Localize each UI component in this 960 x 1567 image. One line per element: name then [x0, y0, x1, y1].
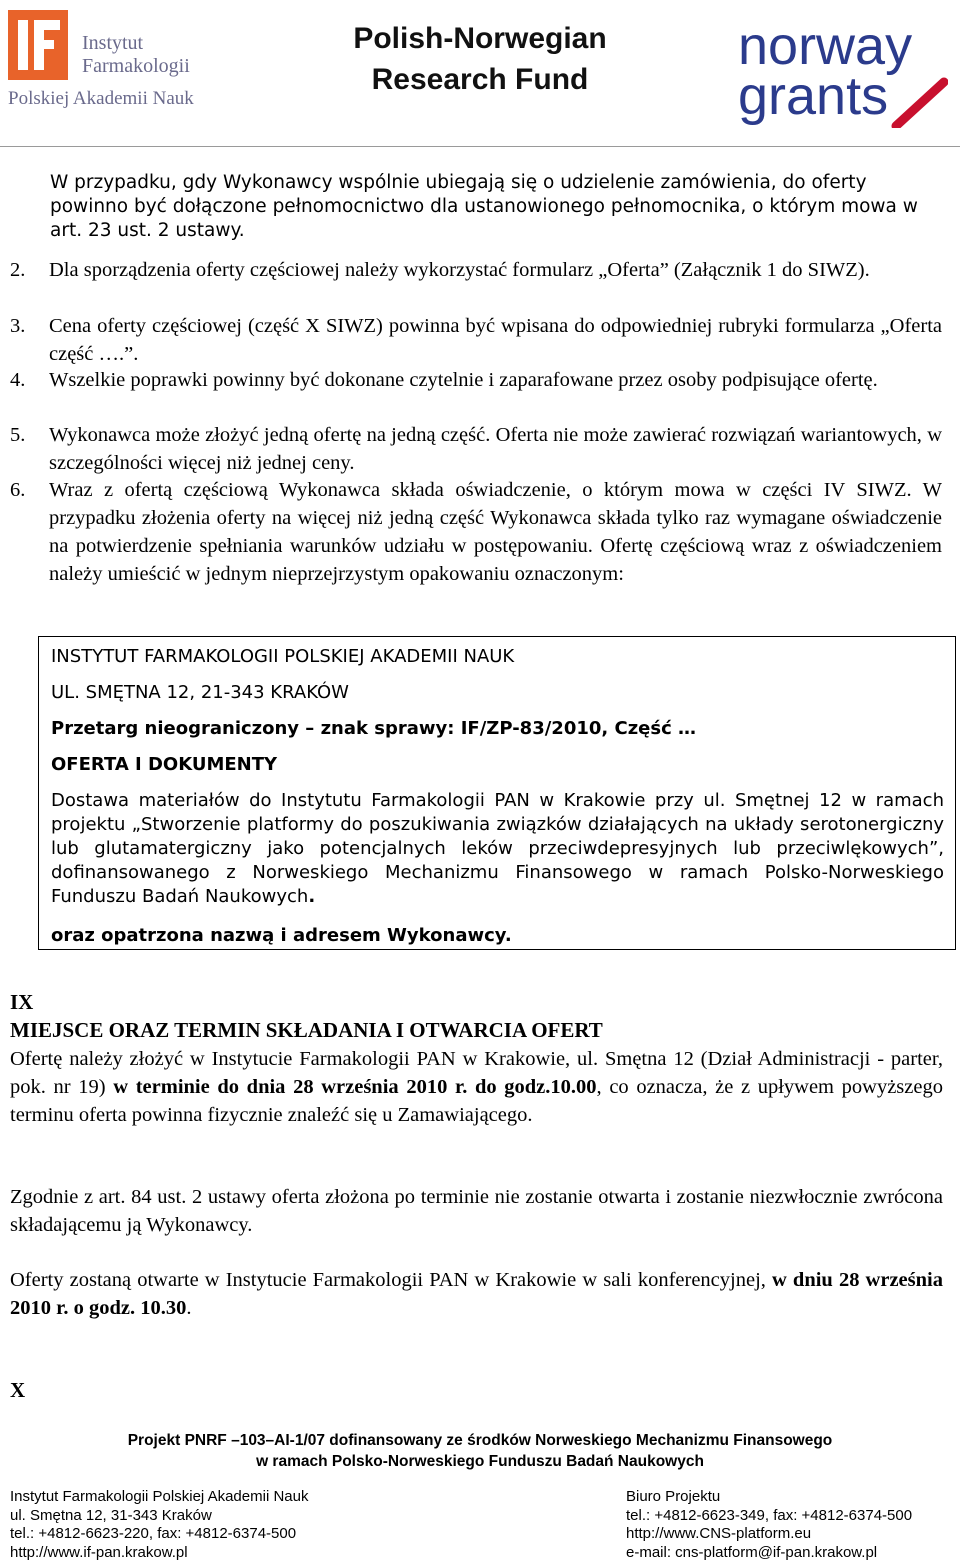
par3-opening-date: w dniu 28 września 2010 r. o godz. 10.30 — [10, 1269, 943, 1319]
page-header — [0, 0, 960, 147]
norway-grants-logo-icon — [738, 18, 948, 128]
list-item — [10, 366, 942, 394]
par1-text-a: Ofertę należy złożyć w Instytucie Farmakologii PAN w Krakowie, ul. Smętna 12 (Dział Administracji - parter, pok. nr 19) — [10, 1048, 943, 1098]
norway-logo-text-1: norway — [738, 18, 913, 76]
section-ix-paragraph-1 — [10, 1045, 943, 1129]
footer-left-line: tel.: +4812-6623-220, fax: +4812-6374-500 — [10, 1525, 297, 1542]
section-ix-title: MIEJSCE ORAZ TERMIN SKŁADANIA I OTWARCIA OFERT — [10, 1018, 603, 1042]
envelope-address: UL. SMĘTNA 12, 21-343 KRAKÓW — [51, 682, 349, 703]
par1-deadline: w terminie do dnia 28 września 2010 r. do godz.10.00 — [113, 1076, 597, 1098]
envelope-description — [51, 789, 944, 909]
intro-paragraph — [50, 171, 938, 243]
section-ix-paragraph-2 — [10, 1183, 943, 1239]
envelope-label-box — [38, 636, 956, 950]
institute-name — [82, 32, 190, 78]
section-x-number: X — [10, 1378, 26, 1402]
institute-subtitle: Polskiej Akademii Nauk — [8, 88, 194, 109]
list-text: Wszelkie poprawki powinny być dokonane czytelnie i zaparafowane przez osoby podpisujące ofertę. — [49, 369, 878, 391]
section-ix-paragraph-3 — [10, 1266, 943, 1322]
par3-text-a: Oferty zostaną otwarte w Instytucie Farmakologii PAN w Krakowie w sali konferencyjnej, — [10, 1269, 773, 1291]
list-number: 4. — [10, 369, 26, 391]
list-text: Dla sporządzenia oferty częściowej należy wykorzystać formularz „Oferta” (Załącznik 1 do SIWZ). — [49, 259, 870, 281]
list-item — [10, 312, 942, 368]
fund-title-line2: Research Fund — [371, 63, 589, 96]
par3-text-b: . — [186, 1297, 192, 1319]
footer-project-line1: Projekt PNRF –103–AI-1/07 dofinansowany ze środków Norweskiego Mechanizmu Finansowego — [127, 1432, 833, 1449]
par2-text: Zgodnie z art. 84 ust. 2 ustawy oferta złożona po terminie nie zostanie otwarta i zostanie niezwłocznie zwrócona składającemu ją Wykonawcy. — [10, 1186, 943, 1236]
norway-logo-text-2: grants — [738, 66, 889, 126]
list-number: 6. — [10, 479, 26, 501]
fund-title-line1: Polish-Norwegian — [353, 22, 607, 55]
footer-email-link[interactable]: e-mail: cns-platform@if-pan.krakow.pl — [626, 1543, 878, 1561]
list-text: Cena oferty częściowej (część X SIWZ) powinna być wpisana do odpowiedniej rubryki formularza „Oferta część ….”. — [49, 315, 942, 365]
footer-project-line2: w ramach Polsko-Norweskiego Funduszu Badań Naukowych — [256, 1453, 704, 1470]
footer-right-line: Biuro Projektu — [626, 1488, 721, 1505]
list-number: 2. — [10, 259, 26, 281]
intro-text: W przypadku, gdy Wykonawcy wspólnie ubiegają się o udzielenie zamówienia, do oferty powinno być dołączone pełnomocnictwo dla ustanowionego pełnomocnika, o którym mowa w art. 23 ust. 2 ustawy. — [50, 172, 918, 241]
list-item — [10, 476, 942, 588]
footer-institute-contact — [10, 1488, 308, 1562]
envelope-description-text: Dostawa materiałów do Instytutu Farmakologii PAN w Krakowie przy ul. Smętnej 12 w ramach projektu „Stworzenie platformy do poszukiwania związków działających na układy serotonergiczny lub glutamatergiczny jako potencjalnych leków przeciwdepresyjnych lub przeciwlękowych”, dofinansowanego z Norweskiego Mechanizmu Finansowego w ramach Polsko-Norweskiego Funduszu Badań Naukowych — [51, 790, 944, 907]
list-number: 5. — [10, 424, 26, 446]
envelope-description-end: . — [308, 886, 316, 907]
section-ix-number: IX — [10, 990, 34, 1014]
footer-left-line: ul. Smętna 12, 31-343 Kraków — [10, 1506, 212, 1524]
par1-text-b: , co oznacza, że z upływem powyższego terminu oferta powinna fizycznie znaleźć się u Zamawiającego. — [10, 1076, 943, 1126]
footer-left-line: Instytut Farmakologii Polskiej Akademii Nauk — [10, 1488, 309, 1505]
envelope-tender-ref: Przetarg nieograniczony – znak sprawy: IF/ZP-83/2010, Część … — [51, 718, 697, 739]
institute-name-line1: Instytut — [82, 32, 144, 54]
footer-project-link[interactable]: http://www.CNS-platform.eu — [626, 1525, 812, 1542]
footer-right-line: tel.: +4812-6623-349, fax: +4812-6374-500 — [626, 1506, 913, 1524]
envelope-institute: INSTYTUT FARMAKOLOGII POLSKIEJ AKADEMII NAUK — [51, 646, 515, 667]
envelope-closing: oraz opatrzona nazwą i adresem Wykonawcy. — [51, 925, 512, 946]
list-number: 3. — [10, 315, 26, 337]
list-item — [10, 256, 942, 284]
fund-title — [330, 18, 630, 100]
list-item — [10, 421, 942, 477]
envelope-offer-heading: OFERTA I DOKUMENTY — [51, 754, 278, 775]
list-text: Wykonawca może złożyć jedną ofertę na jedną część. Oferta nie może zawierać rozwiązań wariantowych, w szczególności więcej niż jednej ceny. — [49, 424, 942, 474]
institute-logo-icon — [8, 10, 68, 80]
institute-name-line2: Farmakologii — [82, 55, 190, 77]
list-text: Wraz z ofertą częściową Wykonawca składa oświadczenie, o którym mowa w części IV SIWZ. W przypadku złożenia oferty na więcej niż jedną część Wykonawca składa tylko raz wymagane oświadczenie na potwierdzenie spełniania warunków udziału w postępowaniu. Ofertę częściową wraz z oświadczeniem należy umieścić w jednym nieprzejrzystym opakowaniu oznaczonym: — [49, 479, 942, 585]
footer-institute-link[interactable]: http://www.if-pan.krakow.pl — [10, 1543, 188, 1561]
footer-project-note — [0, 1430, 960, 1472]
footer-project-office-contact — [626, 1488, 912, 1562]
